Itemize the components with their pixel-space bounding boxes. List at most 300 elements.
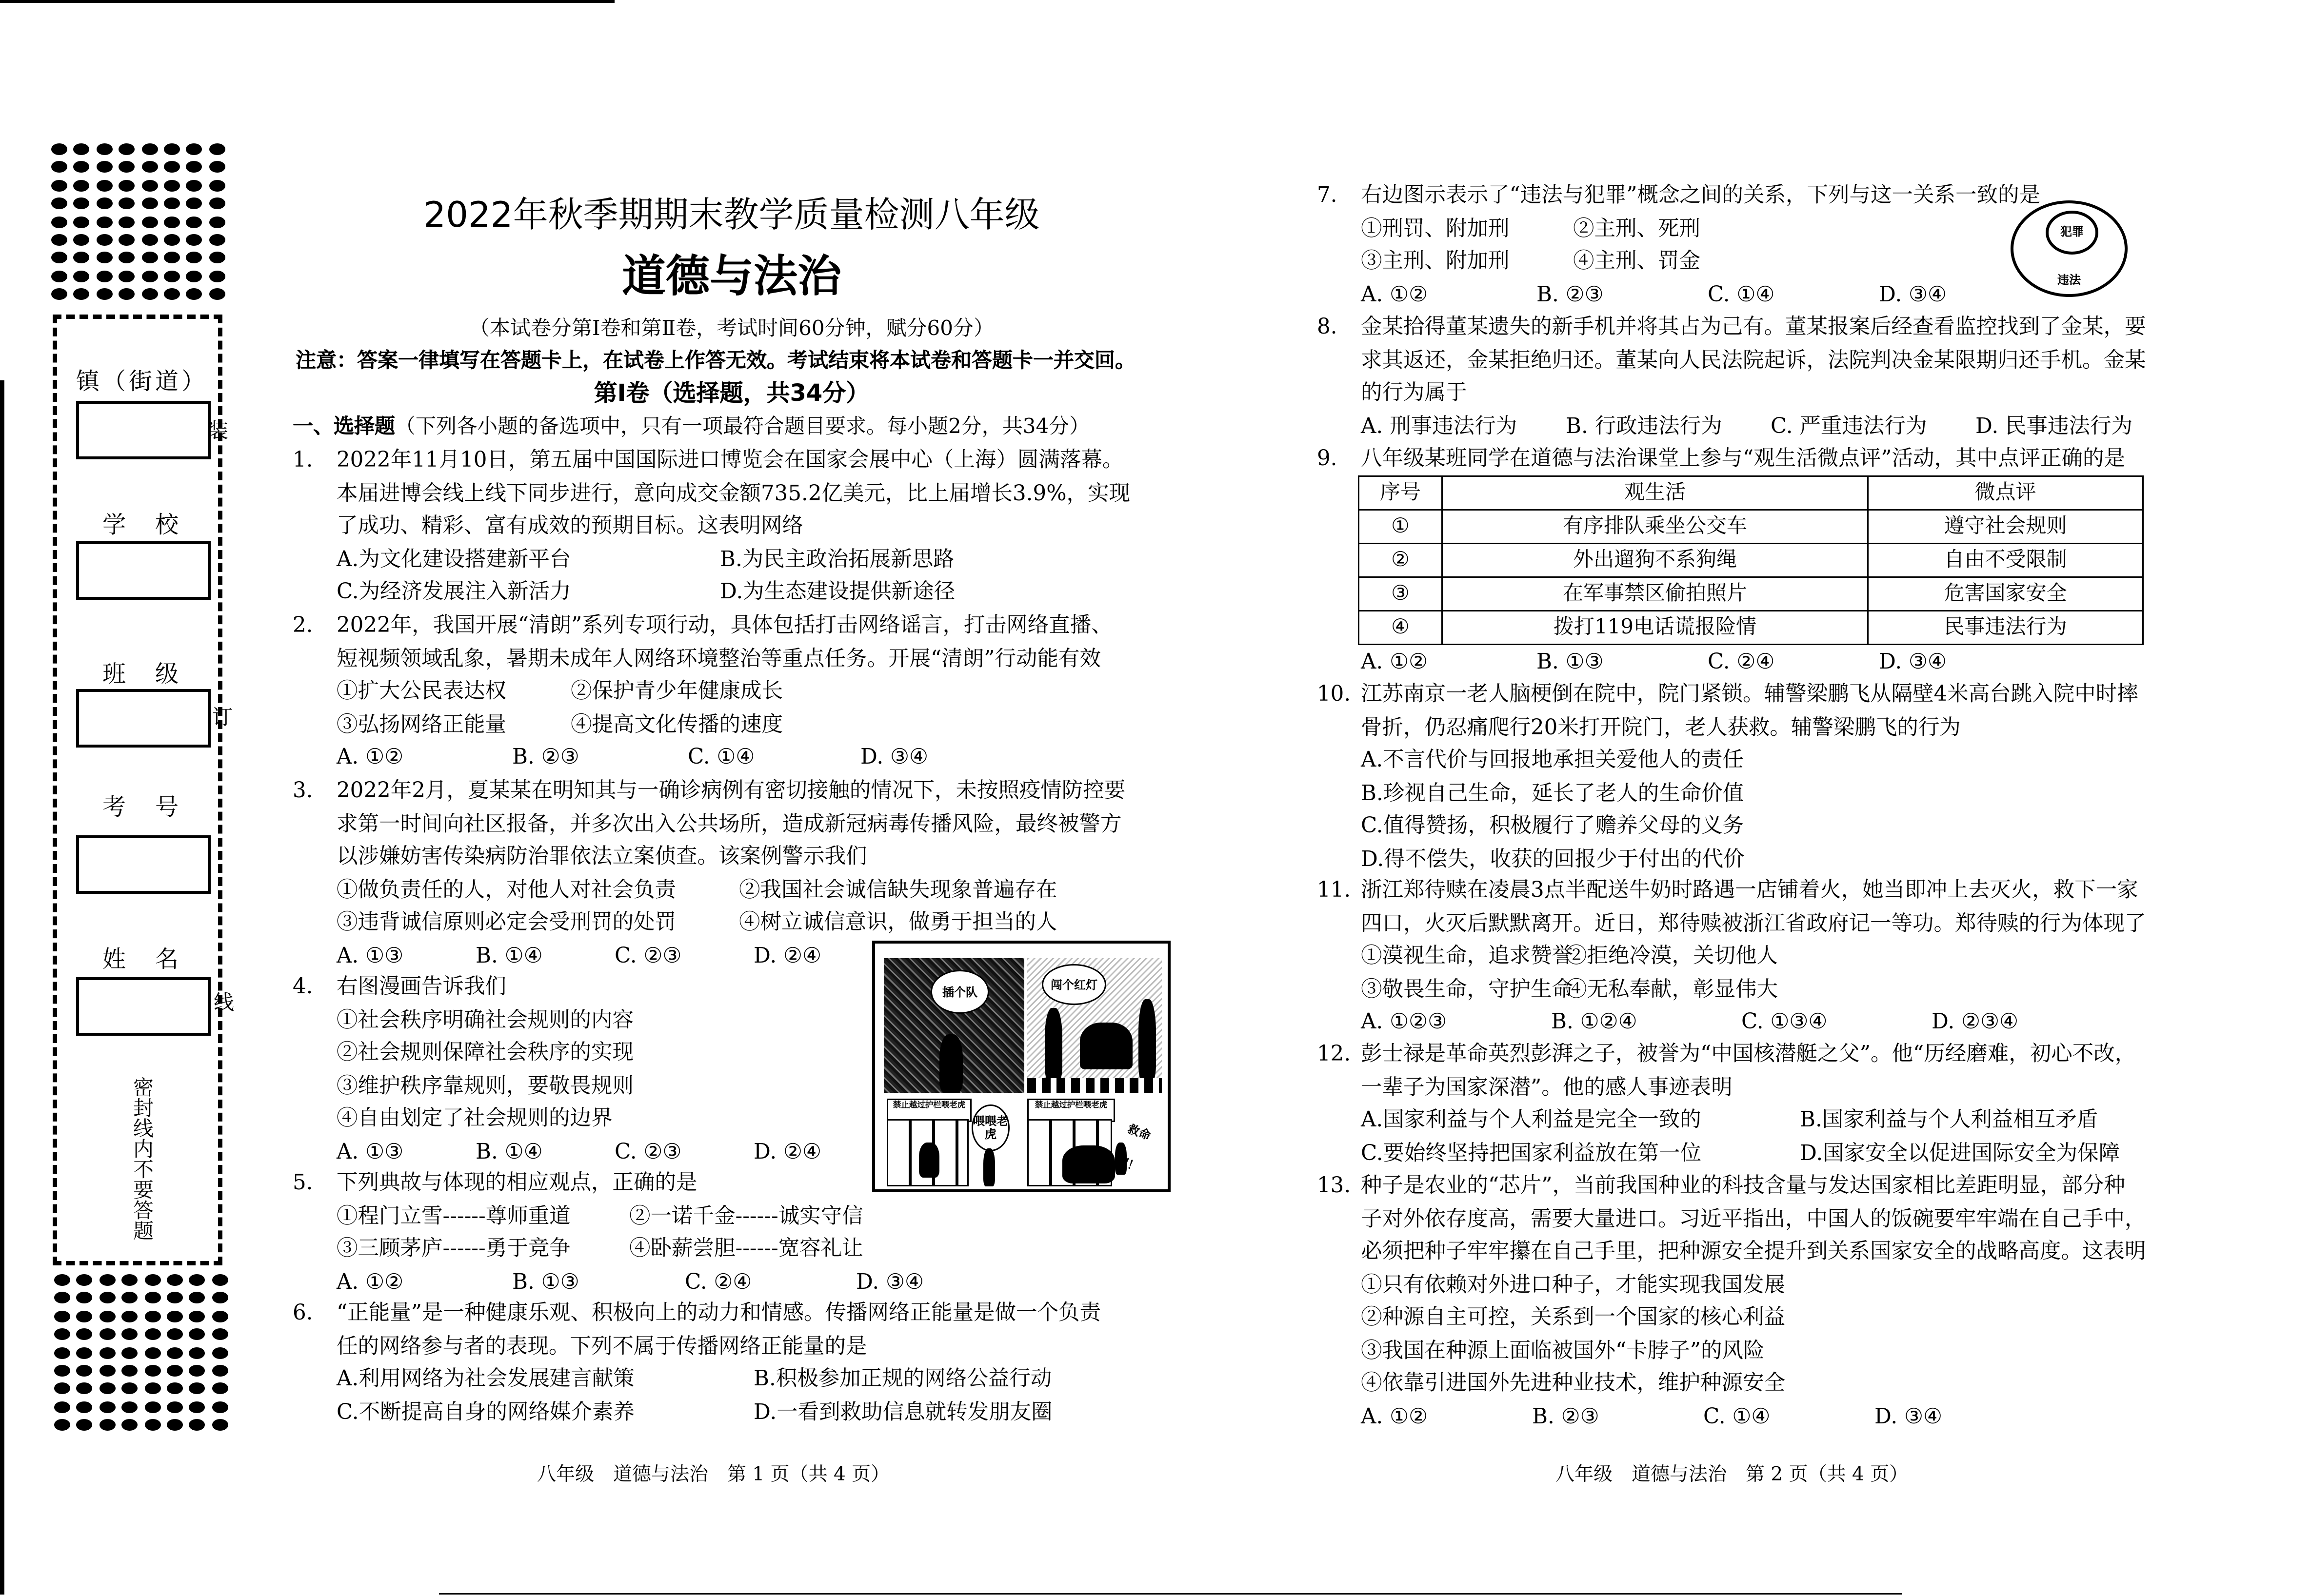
section-heading xyxy=(293,411,1090,444)
registration-dot xyxy=(209,270,225,282)
option-d[interactable]: D. ③④ xyxy=(1874,1405,1942,1429)
statement: ③我国在种源上面临被国外“卡脖子”的风险 xyxy=(1361,1339,1765,1363)
statement: ②主刑、死刑 xyxy=(1573,217,1700,241)
registration-dot xyxy=(209,216,225,228)
registration-dot xyxy=(189,1419,205,1431)
scan-edge-bottom xyxy=(439,1593,1902,1595)
registration-dot xyxy=(54,1365,70,1377)
exam-notice: 注意：答案一律填写在答题卡上，在试卷上作答无效。考试结束将本试卷和答题卡一并交回。 xyxy=(296,350,1136,373)
option-row xyxy=(1361,1401,2146,1434)
option-d[interactable]: D. ②③④ xyxy=(1932,1011,2018,1034)
class-field[interactable] xyxy=(76,689,211,748)
option-row xyxy=(1361,1104,2136,1138)
question-stem: 四口，火灭后默默离开。近日，郑待赎被浙江省政府记一等功。郑待赎的行为体现了 xyxy=(1361,912,2146,936)
option-b[interactable]: B.珍视自己生命，延长了老人的生命价值 xyxy=(1361,782,1744,806)
registration-dot xyxy=(74,234,90,246)
registration-dot xyxy=(119,161,135,173)
registration-dot xyxy=(209,143,225,155)
registration-dot xyxy=(96,252,112,264)
section-label: 一、选择题 xyxy=(293,415,395,439)
field-label-school: 学 校 xyxy=(102,511,181,538)
option-row xyxy=(337,1136,821,1169)
statement: ①漠视生命，追求赞誉 xyxy=(1361,945,1573,968)
statement: ③违背诚信原则必定会受刑罚的处罚 xyxy=(337,911,676,935)
statement: ②拒绝冷漠，关切他人 xyxy=(1566,945,1778,968)
statement: ④自由划定了社会规则的边界 xyxy=(337,1107,613,1131)
question-stem: 短视频领域乱象，暑期未成年人网络环境整治等重点任务。开展“清朗”行动能有效 xyxy=(337,647,1101,671)
option-row xyxy=(337,1397,1101,1430)
option-a[interactable]: A. ①② xyxy=(337,1270,404,1294)
registration-dot xyxy=(99,1274,115,1286)
registration-dot xyxy=(164,143,180,155)
option-a[interactable]: A. ①② xyxy=(1361,283,1428,307)
option-row xyxy=(1361,1138,2136,1171)
option-d[interactable]: D. ②④ xyxy=(754,944,821,968)
question-8 xyxy=(1317,312,2146,443)
option-row xyxy=(337,576,1130,610)
comic-panel-tiger-attack xyxy=(1027,1099,1162,1186)
registration-dot xyxy=(99,1292,115,1304)
option-c[interactable]: C.值得赞扬，积极履行了赡养父母的义务 xyxy=(1361,815,1744,838)
field-label-town: 镇（街道） xyxy=(76,367,208,395)
statement: ④提高文化传播的速度 xyxy=(571,713,783,737)
venn-diagram xyxy=(2011,200,2128,297)
option-b[interactable]: B.为民主政治拓展新思路 xyxy=(720,548,955,571)
registration-dot xyxy=(189,1310,205,1322)
person-silhouette xyxy=(983,1148,995,1186)
registration-dot xyxy=(77,1310,93,1322)
registration-dot xyxy=(141,288,158,300)
registration-dot xyxy=(144,1329,160,1340)
option-c[interactable]: C. ②③ xyxy=(615,1140,682,1164)
registration-dot xyxy=(212,1310,228,1322)
question-number: 8. xyxy=(1317,316,1337,339)
option-a[interactable]: A. ①② xyxy=(1361,651,1428,674)
option-b[interactable]: B. 行政违法行为 xyxy=(1566,414,1722,438)
registration-dot xyxy=(141,234,158,246)
registration-dot xyxy=(96,161,112,173)
question-stem: 下列典故与体现的相应观点，正确的是 xyxy=(337,1172,697,1195)
statement-row xyxy=(1361,246,2040,279)
option-b[interactable]: B. ①③ xyxy=(1536,651,1604,674)
option-b[interactable]: B. ①④ xyxy=(476,1140,543,1164)
seal-box xyxy=(53,315,222,1265)
registration-dot xyxy=(77,1365,93,1377)
registration-dot xyxy=(167,1292,183,1304)
registration-dot xyxy=(54,1401,70,1413)
registration-dot xyxy=(122,1329,138,1340)
statement: ②种源自主可控，关系到一个国家的核心利益 xyxy=(1361,1306,1785,1330)
option-c[interactable]: C. ②④ xyxy=(685,1270,752,1294)
option-a[interactable]: A.利用网络为社会发展建言献策 xyxy=(337,1368,635,1391)
binding-mark-ding: 订 xyxy=(212,707,233,730)
registration-dot xyxy=(51,179,67,191)
option-d[interactable]: D. ③④ xyxy=(1879,283,1947,307)
header-comment: 微点评 xyxy=(1868,476,2143,510)
option-c[interactable]: C. ①④ xyxy=(1703,1405,1771,1429)
registration-dot xyxy=(189,1383,205,1395)
option-a[interactable]: A. ①②③ xyxy=(1361,1011,1447,1034)
registration-dot xyxy=(144,1365,160,1377)
statement-row xyxy=(337,907,1125,940)
registration-dot xyxy=(119,252,135,264)
registration-dot xyxy=(141,198,158,210)
option-b[interactable]: B. ②③ xyxy=(1536,283,1604,307)
registration-dot xyxy=(141,270,158,282)
question-6 xyxy=(293,1298,1101,1429)
registration-dot xyxy=(164,216,180,228)
registration-dot xyxy=(74,143,90,155)
part-one-title: 第Ⅰ卷（选择题，共34分） xyxy=(594,379,870,407)
question-stem: 金某拾得董某遗失的新手机并将其占为己有。董某报案后经查看监控找到了金某，要 xyxy=(1361,316,2146,339)
registration-dot xyxy=(54,1347,70,1359)
question-7 xyxy=(1317,180,2040,312)
registration-dot xyxy=(74,216,90,228)
statement: ④无私奉献，彰显伟大 xyxy=(1566,978,1778,1002)
registration-dot xyxy=(119,179,135,191)
registration-dot xyxy=(77,1292,93,1304)
option-a[interactable]: A. ①③ xyxy=(337,944,404,968)
option-d[interactable]: D. ③④ xyxy=(1879,651,1947,674)
registration-dot xyxy=(167,1401,183,1413)
statement: ③弘扬网络正能量 xyxy=(337,713,506,737)
question-number: 4. xyxy=(293,976,313,999)
statement: ①程门立雪------尊师重道 xyxy=(337,1204,571,1228)
crosswalk xyxy=(1027,1078,1162,1093)
registration-dot xyxy=(99,1347,115,1359)
statement: ④树立诚信意识，做勇于担当的人 xyxy=(739,911,1057,935)
statement-row xyxy=(1361,213,2040,246)
question-stem: 求其返还，金某拒绝归还。董某向人民法院起诉，法院判决金某限期归还手机。金某 xyxy=(1361,349,2146,373)
tiger-silhouette xyxy=(1062,1145,1115,1183)
registration-dot xyxy=(122,1274,138,1286)
registration-dot xyxy=(99,1329,115,1340)
statement: ②保护青少年健康成长 xyxy=(571,680,783,704)
person-silhouette xyxy=(939,1034,963,1093)
car-icon xyxy=(1080,1023,1133,1069)
shout-text: 救命啊！ xyxy=(1115,1122,1153,1174)
question-stem: 2022年2月，夏某某在明知其与一确诊病例有密切接触的情况下，未按照疫情防控要 xyxy=(337,780,1126,803)
question-stem: 必须把种子牢牢攥在自己手里，把种源安全提升到关系国家安全的战略高度。这表明 xyxy=(1361,1241,2146,1264)
registration-dot xyxy=(189,1292,205,1304)
option-d[interactable]: D. 民事违法行为 xyxy=(1975,414,2132,438)
header-index: 序号 xyxy=(1359,476,1442,510)
question-11 xyxy=(1317,875,2146,1040)
option-d[interactable]: D. ②④ xyxy=(754,1140,821,1164)
registration-dot xyxy=(74,198,90,210)
statement: ①社会秩序明确社会规则的内容 xyxy=(337,1008,634,1032)
statement: ①扩大公民表达权 xyxy=(337,680,506,704)
question-1 xyxy=(293,445,1131,610)
option-b[interactable]: B.积极参加正规的网络公益行动 xyxy=(754,1368,1052,1391)
question-stem: 八年级某班同学在道德与法治课堂上参与“观生活微点评”活动，其中点评正确的是 xyxy=(1361,448,2125,471)
statement: ③主刑、附加刑 xyxy=(1361,250,1510,274)
question-9 xyxy=(1317,443,2125,476)
option-c[interactable]: C. ①③④ xyxy=(1741,1011,1828,1034)
registration-dot xyxy=(51,216,67,228)
statement: ④依靠引进国外先进种业技术，维护种源安全 xyxy=(1361,1372,1785,1396)
registration-dot xyxy=(96,216,112,228)
registration-dot xyxy=(96,179,112,191)
registration-dot xyxy=(96,198,112,210)
question-number: 12. xyxy=(1317,1043,1351,1066)
field-label-exam-number: 考 号 xyxy=(102,793,181,821)
registration-dot xyxy=(212,1274,228,1286)
registration-dot xyxy=(74,179,90,191)
statement: ②我国社会诚信缺失现象普遍存在 xyxy=(739,878,1057,902)
statement: ④主刑、罚金 xyxy=(1573,250,1700,274)
option-a[interactable]: A. 刑事违法行为 xyxy=(1361,414,1517,438)
option-a[interactable]: A. ①② xyxy=(1361,1405,1428,1429)
question-number: 13. xyxy=(1317,1175,1351,1198)
registration-dot xyxy=(99,1383,115,1395)
question-number: 6. xyxy=(293,1302,313,1325)
registration-dot xyxy=(122,1365,138,1377)
registration-dot xyxy=(96,270,112,282)
registration-dot xyxy=(74,288,90,300)
option-d[interactable]: D.为生态建设提供新途径 xyxy=(720,581,956,604)
registration-dot xyxy=(96,288,112,300)
option-d[interactable]: D. ③④ xyxy=(856,1270,924,1294)
registration-dot xyxy=(164,288,180,300)
option-b[interactable]: B. ②③ xyxy=(1532,1405,1599,1429)
registration-dot xyxy=(77,1274,93,1286)
question-stem: 彭士禄是革命英烈彭湃之子，被誉为“中国核潜艇之父”。他“历经磨难，初心不改， xyxy=(1361,1043,2136,1066)
option-a[interactable]: A. ①③ xyxy=(337,1140,404,1164)
registration-dot xyxy=(212,1329,228,1340)
warning-sign: 禁止越过护栏喂老虎 xyxy=(887,1099,972,1122)
question-number: 7. xyxy=(1317,184,1337,208)
question-stem: 右边图示表示了“违法与犯罪”概念之间的关系，下列与这一关系一致的是 xyxy=(1361,184,2040,208)
option-c[interactable]: C. ②③ xyxy=(615,944,682,968)
registration-dot xyxy=(144,1419,160,1431)
question-stem: 种子是农业的“芯片”，当前我国种业的科技含量与发达国家相比差距明显，部分种 xyxy=(1361,1175,2125,1198)
question-stem: 的行为属于 xyxy=(1361,382,1467,405)
statement: ②一诺千金------诚实守信 xyxy=(629,1204,863,1228)
registration-dot xyxy=(141,143,158,155)
registration-dot xyxy=(54,1383,70,1395)
venn-outer-violation: 违法 xyxy=(2057,274,2081,287)
town-field[interactable] xyxy=(76,401,211,459)
registration-dot xyxy=(74,270,90,282)
registration-dot xyxy=(186,216,202,228)
statement: ①做负责任的人，对他人对社会负责 xyxy=(337,878,676,902)
name-field[interactable] xyxy=(76,977,211,1036)
registration-dot xyxy=(54,1310,70,1322)
registration-dot xyxy=(212,1365,228,1377)
registration-dot xyxy=(164,252,180,264)
question-stem: 任的网络参与者的表现。下列不属于传播网络正能量的是 xyxy=(337,1335,867,1359)
question-5 xyxy=(293,1167,924,1299)
question-stem: 一辈子为国家深潜”。他的感人事迹表明 xyxy=(1361,1076,1733,1100)
option-c[interactable]: C. ②④ xyxy=(1708,651,1775,674)
statement-row xyxy=(337,676,1113,709)
registration-dot xyxy=(99,1419,115,1431)
question-stem: 2022年，我国开展“清朗”系列专项行动，具体包括打击网络谣言，打击网络直播、 xyxy=(337,614,1113,638)
registration-dot xyxy=(164,198,180,210)
registration-dot xyxy=(167,1329,183,1340)
option-c[interactable]: C. ①④ xyxy=(1708,283,1775,307)
statement-row xyxy=(1361,974,2146,1007)
registration-dot xyxy=(141,252,158,264)
life-review-table xyxy=(1358,475,2144,645)
registration-dot xyxy=(186,198,202,210)
registration-dot xyxy=(209,161,225,173)
option-b[interactable]: B. ①④ xyxy=(476,944,543,968)
option-row xyxy=(1361,279,2040,312)
comic-panel-queue-jumping xyxy=(884,958,1024,1093)
statement-row xyxy=(337,1233,924,1266)
venn-inner-crime: 犯罪 xyxy=(2046,211,2098,255)
question-number: 10. xyxy=(1317,683,1351,707)
registration-dot xyxy=(209,252,225,264)
table-row: ③ 在军事禁区偷拍照片 危害国家安全 xyxy=(1359,577,2143,611)
registration-dot xyxy=(167,1274,183,1286)
registration-dot xyxy=(141,216,158,228)
registration-dot xyxy=(212,1292,228,1304)
registration-dot xyxy=(167,1310,183,1322)
option-c[interactable]: C. ①④ xyxy=(688,746,755,769)
option-b[interactable]: B. ①②④ xyxy=(1551,1011,1637,1034)
registration-dot xyxy=(189,1274,205,1286)
question-2 xyxy=(293,610,1113,775)
speech-bubble: 喂喂老虎 xyxy=(972,1104,1010,1151)
table-header-row xyxy=(1359,476,2143,510)
registration-dot xyxy=(189,1347,205,1359)
question-stem: 2022年11月10日，第五届中国国际进口博览会在国家会展中心（上海）圆满落幕。 xyxy=(337,449,1124,473)
option-c[interactable]: C.为经济发展注入新活力 xyxy=(337,581,571,604)
question-stem: 子对外依存度高，需要大量进口。习近平指出，中国人的饭碗要牢牢端在自己手中， xyxy=(1361,1207,2146,1231)
question-number: 3. xyxy=(293,780,313,803)
registration-dot xyxy=(164,179,180,191)
registration-dot xyxy=(167,1365,183,1377)
option-c[interactable]: C.要始终坚持把国家利益放在第一位 xyxy=(1361,1142,1702,1165)
registration-dot xyxy=(144,1310,160,1322)
option-b[interactable]: B. ①③ xyxy=(512,1270,579,1294)
person-silhouette xyxy=(1045,1008,1062,1081)
option-a[interactable]: A. ①② xyxy=(337,746,404,769)
table-row: ② 外出遛狗不系狗绳 自由不受限制 xyxy=(1359,544,2143,577)
option-c[interactable]: C. 严重违法行为 xyxy=(1771,414,1927,438)
registration-dot xyxy=(144,1292,160,1304)
registration-dot xyxy=(122,1419,138,1431)
option-row xyxy=(1361,1006,2146,1040)
statement: ③三顾茅庐------勇于竞争 xyxy=(337,1238,571,1261)
registration-dot xyxy=(212,1419,228,1431)
registration-dot xyxy=(212,1383,228,1395)
registration-dot xyxy=(51,270,67,282)
question-number: 2. xyxy=(293,614,313,638)
registration-dot xyxy=(51,252,67,264)
exam-number-field[interactable] xyxy=(76,835,211,894)
registration-dot xyxy=(99,1365,115,1377)
option-a[interactable]: A.为文化建设搭建新平台 xyxy=(337,548,571,571)
registration-dot xyxy=(164,234,180,246)
statement: ②社会规则保障社会秩序的实现 xyxy=(337,1042,634,1065)
registration-dot xyxy=(144,1383,160,1395)
scan-edge-left xyxy=(0,380,4,1595)
question-4 xyxy=(293,971,821,1169)
question-stem: 右图漫画告诉我们 xyxy=(337,976,506,999)
option-d[interactable]: D.国家安全以促进国际安全为保障 xyxy=(1800,1142,2120,1165)
question-stem: 以涉嫌妨害传染病防治罪依法立案侦查。该案例警示我们 xyxy=(337,846,867,869)
option-a[interactable]: A.不言代价与回报地承担关爱他人的责任 xyxy=(1361,749,1744,772)
question-stem: 了成功、精彩、富有成效的预期目标。这表明网络 xyxy=(337,515,803,538)
registration-dot xyxy=(122,1401,138,1413)
binding-mark-zhuang: 装 xyxy=(208,420,228,443)
registration-dot xyxy=(122,1347,138,1359)
seal-notice: 密封线内不要答题 xyxy=(130,1077,154,1241)
registration-dot xyxy=(186,234,202,246)
registration-dot xyxy=(122,1292,138,1304)
option-d[interactable]: D. ③④ xyxy=(860,746,928,769)
question-12 xyxy=(1317,1039,2136,1170)
question-stem: 江苏南京一老人脑梗倒在院中，院门紧锁。辅警梁鹏飞从隔壁4米高台跳入院中时摔 xyxy=(1361,683,2138,707)
registration-dot xyxy=(74,161,90,173)
dot-grid-bottom xyxy=(54,1274,229,1438)
option-c[interactable]: C.不断提高自身的网络媒介素养 xyxy=(337,1400,635,1424)
question-stem: 求第一时间向社区报备，并多次出入公共场所，造成新冠病毒传播风险，最终被警方 xyxy=(337,812,1122,836)
registration-dot xyxy=(122,1383,138,1395)
option-row xyxy=(337,742,1113,775)
registration-dot xyxy=(77,1401,93,1413)
question-stem: 骨折，仍忍痛爬行20米打开院门，老人获救。辅警梁鹏飞的行为 xyxy=(1361,716,1961,740)
person-silhouette xyxy=(1138,999,1156,1081)
registration-dot xyxy=(144,1401,160,1413)
question-number: 5. xyxy=(293,1172,313,1195)
registration-dot xyxy=(96,234,112,246)
registration-dot xyxy=(51,198,67,210)
registration-dot xyxy=(77,1419,93,1431)
registration-dot xyxy=(186,143,202,155)
registration-dot xyxy=(212,1347,228,1359)
registration-dot xyxy=(189,1365,205,1377)
registration-dot xyxy=(122,1310,138,1322)
question-number: 11. xyxy=(1317,879,1351,903)
header-observation: 观生活 xyxy=(1442,476,1868,510)
question-stem: “正能量”是一种健康乐观、积极向上的动力和情感。传播网络正能量是做一个负责 xyxy=(337,1302,1101,1325)
option-d[interactable]: D.一看到救助信息就转发朋友圈 xyxy=(754,1400,1053,1424)
registration-dot xyxy=(186,252,202,264)
registration-dot xyxy=(209,234,225,246)
registration-dot xyxy=(54,1292,70,1304)
registration-dot xyxy=(99,1310,115,1322)
field-label-class: 班 级 xyxy=(102,660,181,688)
registration-dot xyxy=(51,288,67,300)
exam-title: 2022年秋季期期末教学质量检测八年级 xyxy=(423,195,1040,236)
statement: ④卧薪尝胆------宽容礼让 xyxy=(629,1238,863,1261)
question-10 xyxy=(1317,679,2138,876)
option-d[interactable]: D.得不偿失，收获的回报少于付出的代价 xyxy=(1361,847,1745,871)
registration-dot xyxy=(167,1419,183,1431)
dot-grid-top xyxy=(51,143,226,307)
comic-image xyxy=(872,941,1171,1192)
registration-dot xyxy=(209,179,225,191)
school-field[interactable] xyxy=(76,541,211,600)
statement-row xyxy=(337,709,1113,742)
question-9-options xyxy=(1361,647,1947,680)
option-row xyxy=(337,1266,924,1300)
registration-dot xyxy=(164,270,180,282)
registration-dot xyxy=(77,1329,93,1340)
option-a[interactable]: A.国家利益与个人利益是完全一致的 xyxy=(1361,1109,1701,1132)
scan-edge-top xyxy=(0,0,615,3)
question-number: 1. xyxy=(293,449,313,473)
option-b[interactable]: B.国家利益与个人利益相互矛盾 xyxy=(1800,1109,2098,1132)
option-b[interactable]: B. ②③ xyxy=(512,746,579,769)
registration-dot xyxy=(119,234,135,246)
registration-dot xyxy=(186,161,202,173)
